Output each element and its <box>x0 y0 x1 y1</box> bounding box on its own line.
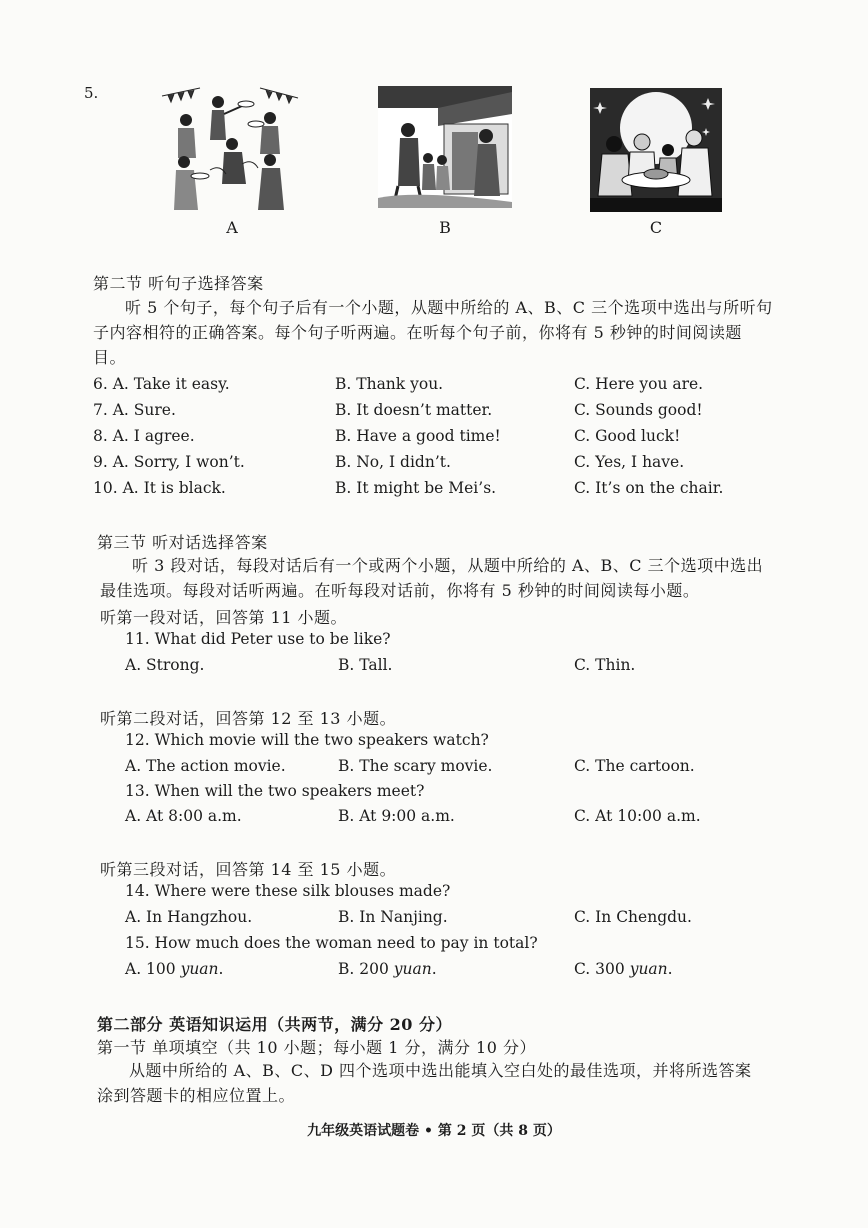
q15-option-b-unit: yuan <box>393 960 432 978</box>
q8-option-a: 8. A. I agree. <box>93 427 195 445</box>
q10-option-b: B. It might be Mei’s. <box>335 479 497 497</box>
q15-option-c-unit: yuan <box>629 960 668 978</box>
q12-stem: 12. Which movie will the two speakers watch? <box>125 731 489 749</box>
q7-option-a: 7. A. Sure. <box>93 401 176 419</box>
dialogue-1-instruction: 听第一段对话，回答第 11 小题。 <box>100 608 348 627</box>
q9-option-c: C. Yes, I have. <box>574 453 685 471</box>
q9-option-b: B. No, I didn’t. <box>335 453 451 471</box>
question-5-number: 5. <box>84 84 99 102</box>
q11-stem: 11. What did Peter use to be like? <box>125 630 391 648</box>
q13-stem: 13. When will the two speakers meet? <box>125 782 425 800</box>
q12-option-a: A. The action movie. <box>125 757 286 775</box>
q15-option-c <box>574 960 673 978</box>
picture-b-family-visit <box>378 86 512 208</box>
q15-option-a-period: . <box>218 960 224 978</box>
q11-option-a: A. Strong. <box>125 656 205 674</box>
q15-option-c-amount: C. 300 <box>574 960 630 978</box>
section-3-instruction: 听 3 段对话，每段对话后有一个或两个小题，从题中所给的 A、B、C 三个选项中选出最佳选项。每段对话听两遍。在听每段对话前，你将有 5 秒钟的时间阅读每小题。 <box>100 556 764 600</box>
q15-stem: 15. How much does the woman need to pay in total? <box>125 934 538 952</box>
q13-option-a: A. At 8:00 a.m. <box>125 807 242 825</box>
q6-option-b: B. Thank you. <box>335 375 444 393</box>
q8-option-b: B. Have a good time! <box>335 427 501 445</box>
q15-option-b <box>338 960 437 978</box>
picture-c-label: C <box>649 218 663 237</box>
q6-option-a: 6. A. Take it easy. <box>93 375 230 393</box>
part-2-instruction: 从题中所给的 A、B、C、D 四个选项中选出能填入空白处的最佳选项，并将所选答案涂到答题卡的相应位置上。 <box>97 1061 752 1105</box>
q9-option-a: 9. A. Sorry, I won’t. <box>93 453 245 471</box>
q15-option-b-period: . <box>431 960 437 978</box>
dialogue-3-instruction: 听第三段对话，回答第 14 至 15 小题。 <box>100 860 397 879</box>
picture-c-family-mooncake <box>590 88 722 212</box>
q12-option-b: B. The scary movie. <box>338 757 493 775</box>
q14-option-a: A. In Hangzhou. <box>125 908 253 926</box>
dialogue-2-instruction: 听第二段对话，回答第 12 至 13 小题。 <box>100 709 397 728</box>
q6-option-c: C. Here you are. <box>574 375 704 393</box>
q15-option-a-amount: A. 100 <box>125 960 181 978</box>
section-3-title: 第三节 听对话选择答案 <box>97 533 268 552</box>
q15-option-a <box>125 960 223 978</box>
picture-a-water-festival <box>160 84 300 214</box>
q15-option-b-amount: B. 200 <box>338 960 394 978</box>
q15-option-c-period: . <box>667 960 673 978</box>
q8-option-c: C. Good luck! <box>574 427 681 445</box>
q7-option-c: C. Sounds good! <box>574 401 703 419</box>
q10-option-a: 10. A. It is black. <box>93 479 226 497</box>
picture-a-label: A <box>226 218 238 237</box>
page-footer: 九年级英语试题卷 • 第 2 页（共 8 页） <box>307 1123 561 1139</box>
q14-option-c: C. In Chengdu. <box>574 908 692 926</box>
section-2-title: 第二节 听句子选择答案 <box>93 274 264 293</box>
part-2-section-1-title: 第一节 单项填空（共 10 小题；每小题 1 分，满分 10 分） <box>97 1038 537 1057</box>
q14-stem: 14. Where were these silk blouses made? <box>125 882 451 900</box>
q15-option-a-unit: yuan <box>180 960 219 978</box>
section-2-instruction: 听 5 个句子，每个句子后有一个小题，从题中所给的 A、B、C 三个选项中选出与所听句子内容相符的正确答案。每个句子听两遍。在听每个句子前，你将有 5 秒钟的时间阅读题目。 <box>93 298 773 367</box>
q12-option-c: C. The cartoon. <box>574 757 695 775</box>
q13-option-c: C. At 10:00 a.m. <box>574 807 701 825</box>
q7-option-b: B. It doesn’t matter. <box>335 401 493 419</box>
q11-option-c: C. Thin. <box>574 656 636 674</box>
q10-option-c: C. It’s on the chair. <box>574 479 724 497</box>
q14-option-b: B. In Nanjing. <box>338 908 448 926</box>
part-2-title: 第二部分 英语知识运用（共两节，满分 20 分） <box>97 1015 452 1034</box>
q13-option-b: B. At 9:00 a.m. <box>338 807 455 825</box>
picture-b-label: B <box>439 218 451 237</box>
q11-option-b: B. Tall. <box>338 656 393 674</box>
